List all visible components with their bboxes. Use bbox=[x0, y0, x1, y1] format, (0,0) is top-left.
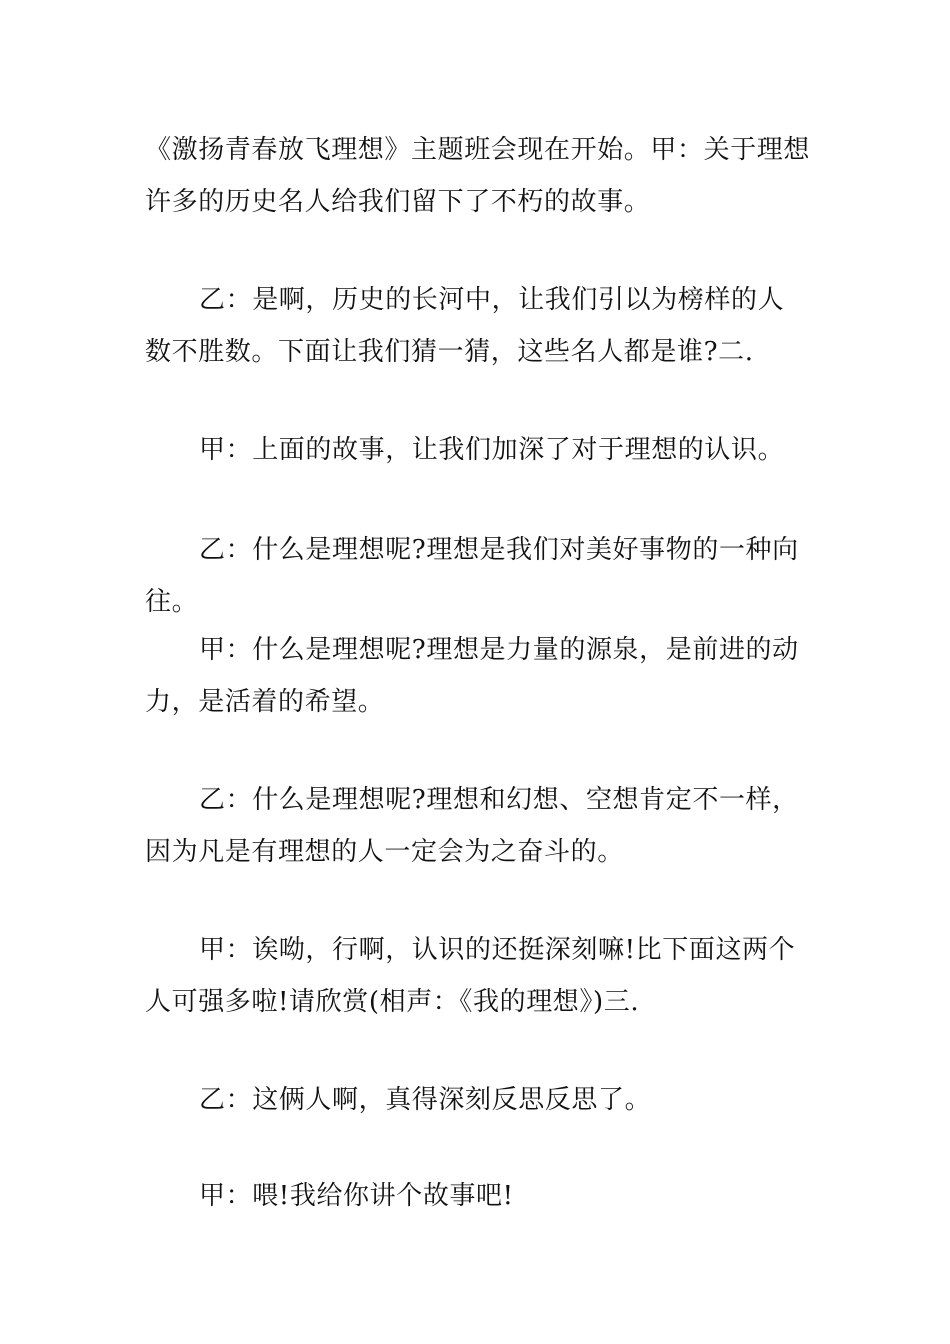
paragraph-jia-4: 甲：喂!我给你讲个故事吧! bbox=[199, 1181, 514, 1211]
paragraph-yi-2: 乙：什么是理想呢?理想是我们对美好事物的一种向往。 bbox=[145, 535, 799, 617]
paragraph-jia-2: 甲：什么是理想呢?理想是力量的源泉，是前进的动力，是活着的希望。 bbox=[145, 635, 799, 717]
paragraph-yi-3: 乙：什么是理想呢?理想和幻想、空想肯定不一样，因为凡是有理想的人一定会为之奋斗的。 bbox=[145, 785, 799, 867]
paragraph-yi-1: 乙：是啊，历史的长河中，让我们引以为榜样的人数不胜数。下面让我们猜一猜，这些名人都是谁?二. bbox=[145, 285, 785, 367]
paragraph-jia-3: 甲：诶呦，行啊，认识的还挺深刻嘛!比下面这两个人可强多啦!请欣赏(相声：《我的理想》)三. bbox=[145, 935, 796, 1017]
paragraph-yi-4: 乙：这俩人啊，真得深刻反思反思了。 bbox=[199, 1085, 652, 1115]
paragraph-opening: 《激扬青春放飞理想》主题班会现在开始。甲：关于理想许多的历史名人给我们留下了不朽的故事。 bbox=[145, 135, 811, 217]
paragraph-jia-1: 甲：上面的故事，让我们加深了对于理想的认识。 bbox=[199, 435, 785, 465]
